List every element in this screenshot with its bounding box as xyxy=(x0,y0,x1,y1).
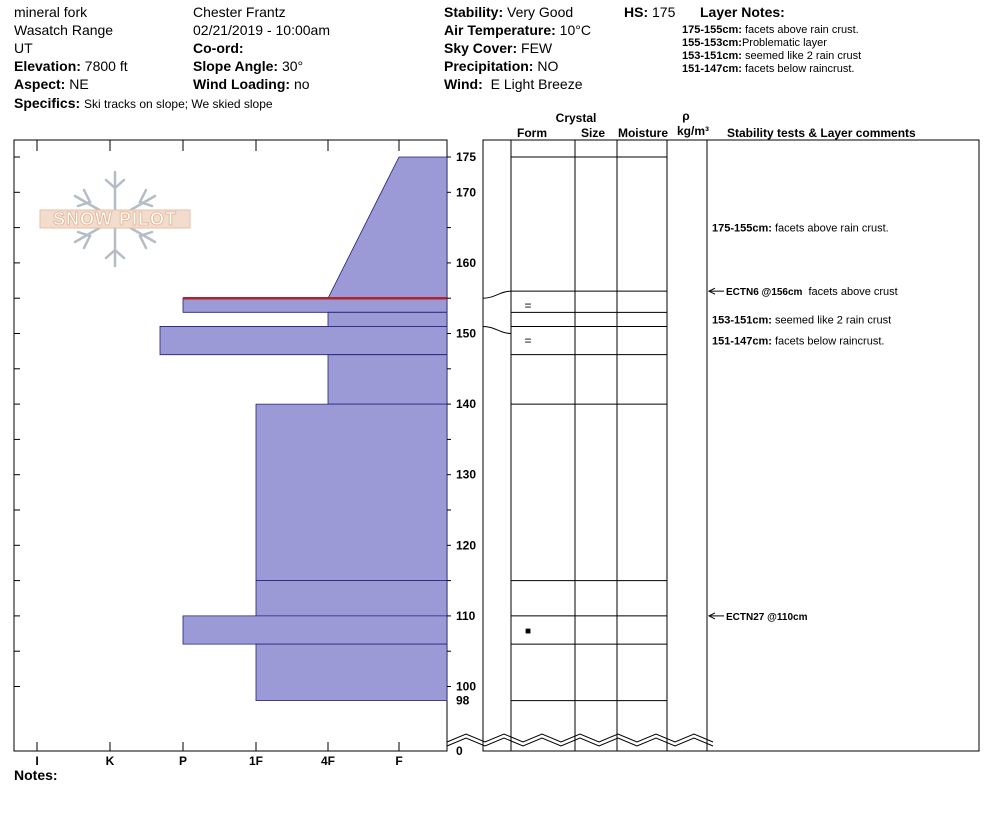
layer-note-range: 155-153cm: xyxy=(682,37,742,49)
slope-label: Slope Angle: xyxy=(193,58,279,74)
stability-header: Stability tests & Layer comments xyxy=(727,126,916,140)
hs-value: 175 xyxy=(652,4,676,20)
snow-layer xyxy=(256,404,447,580)
rho-header: ρ xyxy=(682,109,690,123)
hardness-tick-label: I xyxy=(35,754,39,768)
height-tick-label: 100 xyxy=(456,679,477,694)
height-tick-label: 175 xyxy=(456,150,477,164)
stability-comments xyxy=(709,223,898,623)
aspect-value: NE xyxy=(69,76,89,92)
comment-range: 175-155cm: xyxy=(712,222,775,235)
sky-value: FEW xyxy=(521,40,553,56)
specifics-label: Specifics: xyxy=(14,95,81,111)
precip-label: Precipitation: xyxy=(444,58,534,74)
layer-connector xyxy=(483,326,511,333)
axis-break-line xyxy=(447,738,713,746)
snow-layer xyxy=(328,157,447,298)
logo-text: SNOW PILOT xyxy=(53,209,177,229)
height-axis xyxy=(447,150,713,758)
height-tick-label: 170 xyxy=(456,185,477,200)
test-label: ECTN6 @156cm xyxy=(726,287,803,299)
hardness-tick-label: 1F xyxy=(248,754,264,768)
hardness-plot xyxy=(14,140,451,768)
snow-layer xyxy=(183,298,447,312)
air-temp-value: 10°C xyxy=(559,22,591,38)
layer-comment xyxy=(712,314,891,326)
precip-value: NO xyxy=(537,58,559,74)
stability-label: Stability: xyxy=(444,4,504,20)
snow-layer xyxy=(328,312,447,326)
stability-test xyxy=(726,612,808,623)
hardness-tick-label: K xyxy=(105,754,115,768)
air-temp-label: Air Temperature: xyxy=(444,22,556,38)
comment-range: 151-147cm: xyxy=(712,335,775,348)
snow-layer xyxy=(183,616,447,644)
specifics-value: Ski tracks on slope; We skied slope xyxy=(84,97,273,111)
layer-note-text: Problematic layer xyxy=(741,37,827,49)
crystal-header: Crystal xyxy=(555,111,597,125)
wind-label: Wind: xyxy=(444,76,483,92)
snowpilot-logo xyxy=(40,172,190,266)
comment-range: 153-151cm: xyxy=(712,314,775,327)
elevation-value: 7800 ft xyxy=(84,58,128,74)
layer-connector xyxy=(483,291,511,298)
layer-note-range: 151-147cm: xyxy=(682,63,742,75)
layer-notes-title: Layer Notes: xyxy=(700,4,785,20)
layer-comment xyxy=(712,223,889,235)
layer-note-text: seemed like 2 rain crust xyxy=(745,50,862,62)
hardness-tick-label: F xyxy=(395,754,403,768)
aspect-label: Aspect: xyxy=(14,76,66,92)
hardness-tick-label: P xyxy=(178,754,188,768)
comment-text: facets below raincrust. xyxy=(775,335,885,348)
snow-layer xyxy=(160,326,447,354)
hardness-tick-label: 4F xyxy=(320,754,336,768)
range: Wasatch Range xyxy=(14,22,114,38)
height-tick-label: 0 xyxy=(456,744,463,758)
snow-layer xyxy=(256,644,447,700)
comment-text: facets above rain crust. xyxy=(775,222,889,235)
slope-value: 30° xyxy=(281,58,304,74)
test-label: ECTN27 @110cm xyxy=(726,611,808,623)
snow-layer xyxy=(256,581,447,616)
grain-form-symbol: ■ xyxy=(524,626,532,638)
layer-comment xyxy=(712,336,884,348)
grain-form-symbol: = xyxy=(524,333,532,348)
size-header: Size xyxy=(580,126,606,140)
grain-form-symbol: = xyxy=(524,298,532,313)
height-tick-label: 98 xyxy=(456,693,470,708)
wind-loading-value: no xyxy=(293,76,310,92)
hs-label: HS: xyxy=(624,4,649,20)
height-tick-label: 130 xyxy=(456,467,477,482)
layer-note-text: facets above rain crust. xyxy=(745,24,859,36)
height-tick-label: 110 xyxy=(456,608,476,623)
datetime: 02/21/2019 - 10:00am xyxy=(193,22,330,38)
notes-label: Notes: xyxy=(14,767,58,783)
layer-note-range: 153-151cm: xyxy=(682,50,742,62)
test-comment: facets above crust xyxy=(808,286,898,299)
stability-value: Very Good xyxy=(507,4,574,20)
layer-note-range: 175-155cm: xyxy=(682,24,742,36)
density-unit-header: kg/m³ xyxy=(676,124,710,138)
observer: Chester Frantz xyxy=(193,4,286,20)
height-tick-label: 160 xyxy=(456,255,477,270)
sky-label: Sky Cover: xyxy=(444,40,518,56)
height-tick-label: 120 xyxy=(456,538,477,553)
location: mineral fork xyxy=(14,4,88,20)
state: UT xyxy=(14,40,33,56)
wind-value: E Light Breeze xyxy=(490,76,583,92)
layer-note-text: facets below raincrust. xyxy=(745,63,855,75)
wind-loading-label: Wind Loading: xyxy=(193,76,291,92)
form-header: Form xyxy=(517,126,547,140)
coord-label: Co-ord: xyxy=(193,40,244,56)
snow-layer xyxy=(328,355,447,404)
moisture-header: Moisture xyxy=(617,126,669,140)
height-tick-label: 150 xyxy=(456,326,477,341)
comment-text: seemed like 2 rain crust xyxy=(775,314,892,327)
stability-test xyxy=(726,286,898,298)
height-tick-label: 140 xyxy=(456,397,477,412)
elevation-label: Elevation: xyxy=(14,58,81,74)
column-headers xyxy=(517,109,916,140)
